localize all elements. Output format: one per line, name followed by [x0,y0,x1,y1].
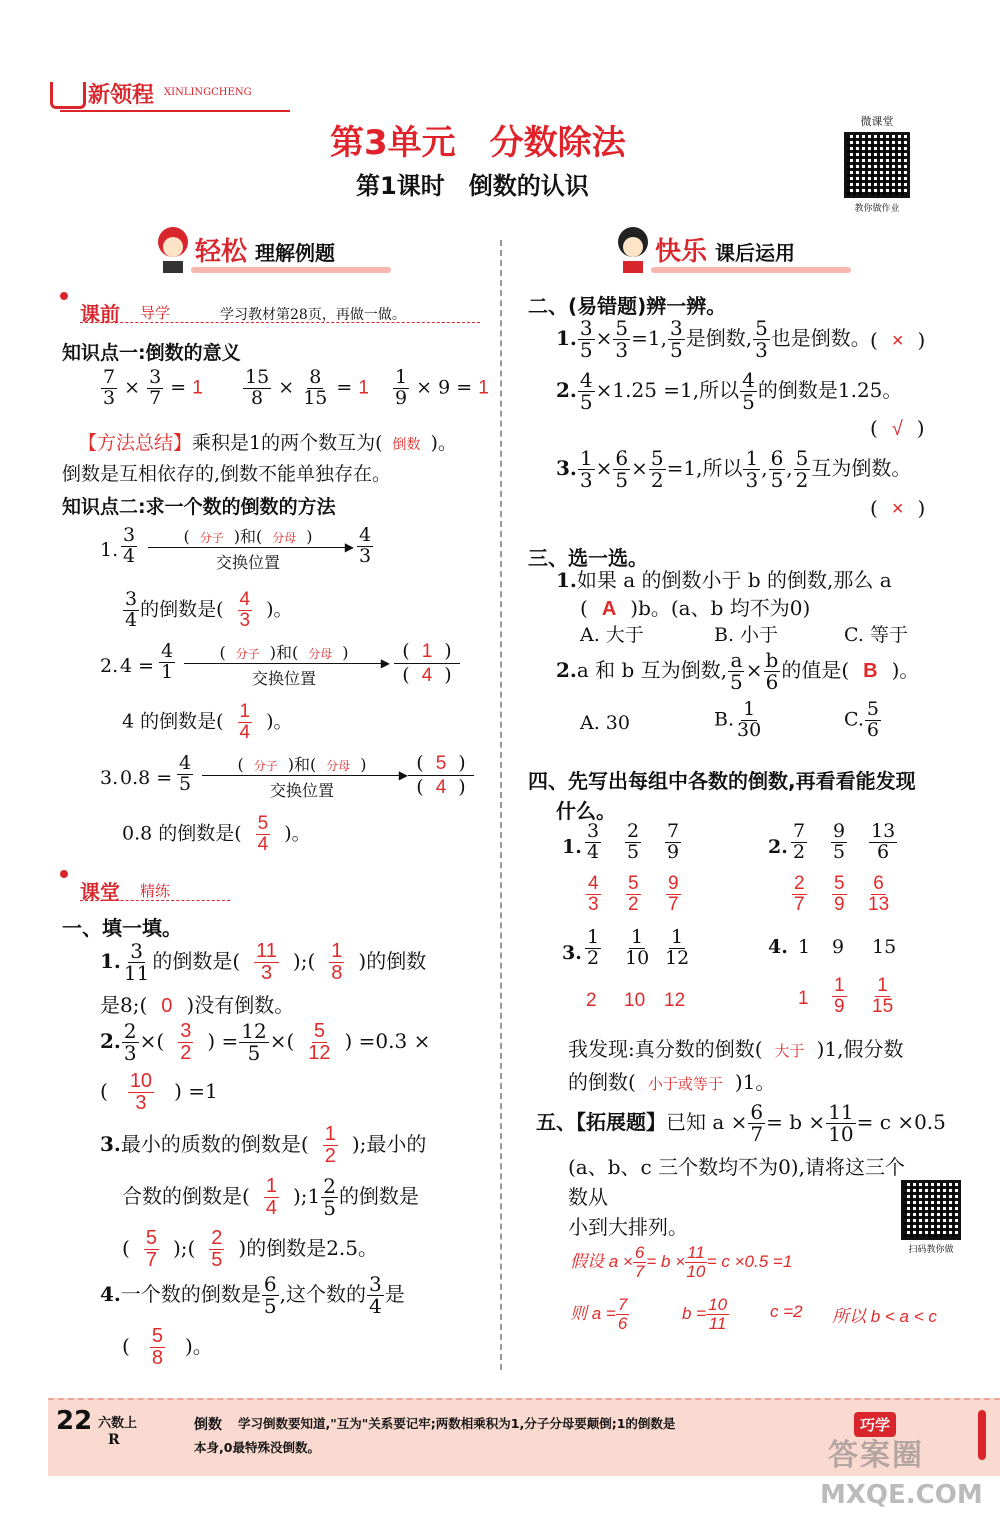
left-banner-word2: 理解例题 [255,241,335,265]
kp1-title: 知识点一:倒数的意义 [62,342,241,364]
swap-arrow: ( 分子 )和( 分母 ) ▶ 交换位置 [148,524,348,573]
brand-logo [50,78,290,112]
kp2-item-2-result: 4 的倒数是( $\frac{1}{4}$ )。 [122,701,293,743]
s1-q2: 2. $\frac{2}{3}$ ×( $\frac{3}{2}$ ) = $\frac{12}{5}$ ×( $\frac{5}{12}$ ) =0.3 × ( $\frac{10}{3}$ ) =1 [100,1019,431,1114]
in-class-tag2: 精练 [140,882,171,900]
right-banner [615,225,855,280]
s3-q1: 1.如果 a 的倒数小于 b 的倒数,那么 a ( A )b。(a、b 均不为0) [556,568,892,620]
unit-title: 第3单元 分数除法 [330,123,626,163]
qr-small-label: 扫码教你做 [908,1245,954,1255]
s2-q1-mark: × [891,330,904,352]
pre-class-tag1: 课前 [80,302,120,326]
right-banner-word1: 快乐 [655,237,708,267]
method-summary: 【方法总结】乘积是1的两个数互为( 倒数 )。 倒数是互相依存的,倒数不能单独存在。 [62,432,457,485]
brand-pinyin: XINLINGCHENG [164,87,252,98]
kp1-example-2: $\frac{15}{8}$ × $\frac{8}{15}$ = 1 [245,366,369,409]
s4-group-1: 1. $\frac{3}{4}$ $\frac{2}{5}$ $\frac{7}{9}$ 4 3 5 2 9 7 [562,820,680,915]
s5-question: 五、【拓展题】已知 a × $\frac{6}{7}$ = b × $\frac{11}{10}$ = c ×0.5 [536,1100,946,1146]
qr-top [838,113,916,214]
s2-q2: 2. $\frac{4}{5}$ ×1.25 =1,所以 $\frac{4}{5}$ 的倒数是1.25。 [556,368,903,414]
kp1-example-3: $\frac{1}{9}$ × 9 = 1 [395,366,489,409]
s2-q3: 3. $\frac{1}{3}$ × $\frac{6}{5}$ × $\frac{5}{2}$ =1,所以 $\frac{1}{3}$ , $\frac{6}{5}$ , $\frac{5}{2}$ 互为倒数。 [556,446,912,492]
kp2-item-1-result: $\frac{3}{4}$ 的倒数是( $\frac{4}{3}$ )。 [125,588,293,631]
tag-dot [60,292,68,300]
child-mascot-icon [155,227,191,271]
qr-code-icon [844,132,910,198]
grade-label: 六数上 [98,1416,138,1431]
brand-name: 新领程 [88,83,155,108]
edition-label: R [108,1432,120,1448]
pencil-icon [978,1410,986,1460]
s4-title: 四、先写出每组中各数的倒数,再看看能发现 什么。 [528,769,916,823]
page-number: 22 [56,1406,93,1436]
s5-handwritten-answer: 假设 a × $\frac{6}{7}$ = b × $\frac{11}{10}$ = c ×0.5 =1 则 a = $\frac{7}{6}$ b = $\frac{10}{11}$ c =2 所以 b < a < c [570,1243,937,1333]
s4-finding: 我发现:真分数的倒数( 大于 )1,假分数 的倒数( 小于或等于 )1。 [568,1037,904,1094]
footer-tip: 学习倒数要知道,"互为"关系要记牢;两数相乘积为1,分子分母要颠倒;1的倒数是 本身,0最特殊没倒数。 [194,1416,676,1455]
in-class-tag [60,870,260,904]
s1-title: 一、填一填。 [62,916,182,940]
s2-q3-mark: × [891,498,904,520]
tag-dot [60,870,68,878]
kp2-item-3-result: 0.8 的倒数是( $\frac{5}{4}$ )。 [122,813,311,855]
banner-underline [651,267,851,273]
s2-q3-mark-row: ( × ) [870,496,926,520]
footer-keyword: 倒数 [194,1417,222,1433]
in-class-tag1: 课堂 [80,880,120,904]
brand-underline [60,110,290,112]
pre-class-tag2: 导学 [140,304,171,322]
right-banner-word2: 课后运用 [715,241,795,265]
footer-band [48,1398,1000,1476]
kp2-title: 知识点二:求一个数的倒数的方法 [62,496,336,518]
s2-title: 二、(易错题)辨一辨。 [528,294,727,318]
kp1-example-1: $\frac{7}{3}$ × $\frac{3}{7}$ = 1 [103,366,203,409]
left-banner [155,225,395,280]
pre-class-text: 学习教材第28页，再做一做。 [220,307,406,323]
s4-group-3: 3. $\frac{1}{2}$ $\frac{1}{10}$ $\frac{1}{12}$ 2 10 12 [562,926,690,1011]
book-icon [50,82,86,109]
pre-class-tag [60,292,500,326]
s1-q1: 1. $\frac{3}{11}$ 的倒数是( $\frac{11}{3}$ );( $\frac{1}{8}$ )的倒数 是8;( 0 )没有倒数。 [100,939,427,1017]
s1-q3: 3.最小的质数的倒数是( $\frac{1}{2}$ );最小的 合数的倒数是( $\frac{1}{4}$ );1 $\frac{2}{5}$ 的倒数是 ( $\frac{5}{7}$ );( $\frac{2}{5}$ )的倒数是2.5。 [100,1123,427,1271]
s1-q4: 4.一个数的倒数是 $\frac{6}{5}$ ,这个数的 $\frac{3}{4}$ 是 ( $\frac{5}{8}$ )。 [100,1272,405,1369]
s4-group-2: 2. $\frac{7}{2}$ $\frac{9}{5}$ $\frac{13}{6}$ 2 7 5 9 6 13 [768,820,896,915]
left-banner-word1: 轻松 [195,237,248,267]
s2-q1: 1. $\frac{3}{5}$ × $\frac{5}{3}$ =1, $\frac{3}{5}$ 是倒数, $\frac{5}{3}$ 也是倒数。 ( × ) [556,316,926,362]
swap-arrow: ( 分子 )和( 分母 ) ▶ 交换位置 [184,640,384,689]
watermark: 答案圈 [828,1438,924,1473]
child-mascot-icon [615,227,651,271]
s3-title: 三、选一选。 [528,546,648,570]
kp1-examples [100,368,500,418]
lesson-title: 第1课时 倒数的认识 [356,172,589,200]
kp2-item-2: 2. 4 = $\frac{4}{1}$ ( 分子 )和( 分母 ) ▶ 交换位置 ( 1 ) ( 4 ) [100,640,500,700]
watermark-url: MXQE.COM [820,1480,983,1510]
s3-q2-options: A. 30 B. $\frac{1}{30}$ C. $\frac{5}{6}$ [580,698,879,741]
kp2-item-3: 3. 0.8 = $\frac{4}{5}$ ( 分子 )和( 分母 ) ▶ 交换位置 ( 5 ) ( 4 ) [100,752,500,812]
swap-arrow: ( 分子 )和( 分母 ) ▶ 交换位置 [202,752,402,801]
qr-top-sub: 教你做作业 [854,204,900,214]
column-divider [500,240,502,1370]
s2-q2-mark: √ [891,418,903,440]
kp2-item-1: 1. $\frac{3}{4}$ ( 分子 )和( 分母 ) ▶ 交换位置 $\frac{4}{3}$ [100,524,372,572]
s5-question-cont: (a、b、c 三个数均不为0),请将这三个数从 小到大排列。 [568,1155,905,1239]
s4-group-4: 4. 1 9 15 1 1 9 1 15 [768,936,897,1017]
banner-underline [191,267,391,273]
s3-q2: 2.a 和 b 互为倒数, $\frac{a}{5}$ × $\frac{b}{6}$ 的值是( B )。 [556,648,920,694]
qr-code-icon [901,1180,961,1240]
qr-top-label: 微课堂 [860,115,894,128]
badge-qiaoxue: 巧学 [854,1412,896,1437]
s2-q2-mark-row: ( √ ) [870,416,925,440]
